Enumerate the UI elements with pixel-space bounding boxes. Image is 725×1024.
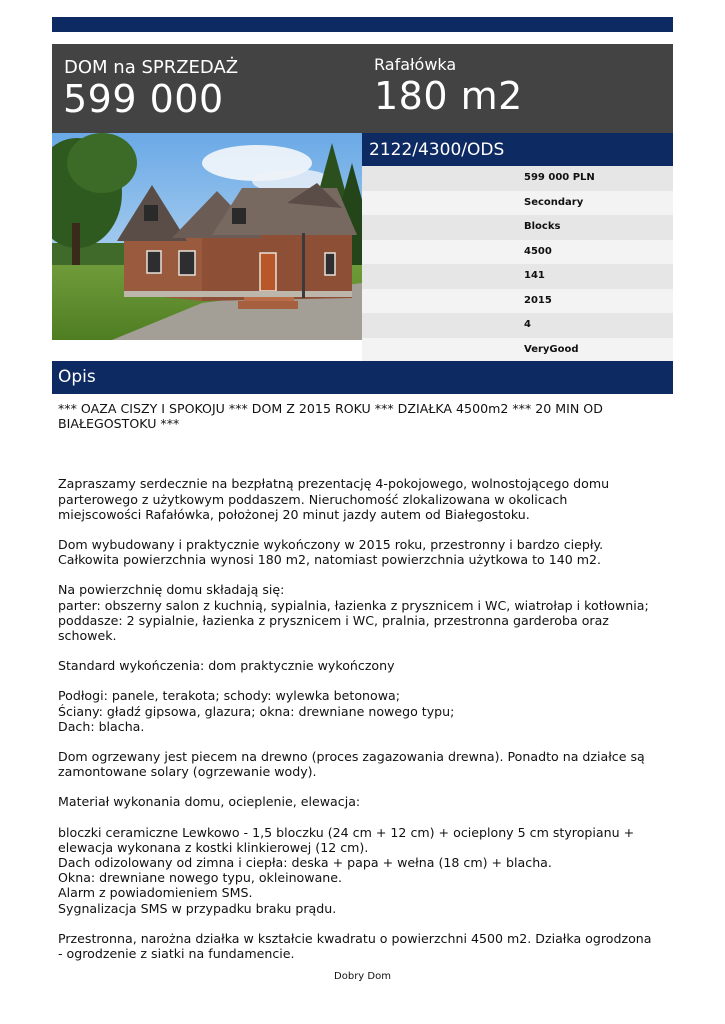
- description-text: [58, 401, 654, 961]
- listing-area: 180 m2: [374, 74, 523, 118]
- description-paragraph: Standard wykończenia: dom praktycznie wykończony: [58, 658, 395, 674]
- detail-market: Secondary: [362, 191, 673, 216]
- description-paragraph: Przestronna, narożna działka w kształcie kwadratu o powierzchni 4500 m2. Działka ogrodzona - ogrodzenie z siatki na fundamencie.: [58, 930, 652, 962]
- description-paragraph: Dom wybudowany i praktycznie wykończony w 2015 roku, przestronny i bardzo ciepły. Całkowita powierzchnia wynosi 180 m2, natomiast powierzchnia użytkowa to 140 m2.: [58, 537, 604, 568]
- description-paragraph: Podłogi: panele, terakota; schody: wylewka betonowa; Ściany: gładź gipsowa, glazura; okna: drewniane nowego typu; Dach: blacha.: [58, 688, 455, 734]
- description-section-bar: [52, 361, 673, 394]
- listing-type: DOM na SPRZEDAŻ: [64, 57, 239, 78]
- detail-build-year: 2015: [362, 289, 673, 314]
- details-list: [362, 166, 673, 362]
- detail-price: 599 000 PLN: [362, 166, 673, 191]
- detail-condition: VeryGood: [362, 338, 673, 363]
- description-paragraph: Na powierzchnię domu składają się: parter: obszerny salon z kuchnią, sypialnia, łazienka z prysznicem i WC, wiatrołap i kotłownia; poddasze: 2 sypialnie, łazienka z prysznicem i WC, pralnia, przestronna garderoba oraz schowek.: [58, 582, 649, 644]
- top-accent-bar: [52, 17, 673, 32]
- detail-building-type: Blocks: [362, 215, 673, 240]
- description-paragraph: Zapraszamy serdecznie na bezpłatną prezentację 4-pokojowego, wolnostojącego domu parterowego z użytkowym poddaszem. Nieruchomość zlokalizowana w okolicach miejscowości Rafałówka, położonej 20 minut jazdy autem od Białegostoku.: [58, 476, 610, 522]
- description-paragraph: bloczki ceramiczne Lewkowo - 1,5 bloczku (24 cm + 12 cm) + ocieplony 5 cm styropianu + elewacja wykonana z kostki klinkierowej (12 cm). Dach odizolowany od zimna i ciepła: deska + papa + wełna (18 cm) + blacha. Okna: drewniane nowego typu, okleinowane. Alarm z powiadomieniem SMS. Sygnalizacja SMS w przypadku braku prądu.: [58, 824, 635, 916]
- description-paragraph: Dom ogrzewany jest piecem na drewno (proces zagazowania drewna). Ponadto na działce są zamontowane solary (ogrzewanie wody).: [58, 749, 645, 780]
- reference-bar: [362, 133, 673, 166]
- detail-usable-area: 141: [362, 264, 673, 289]
- listing-city: Rafałówka: [374, 55, 457, 74]
- listing-reference: 2122/4300/ODS: [369, 140, 505, 160]
- property-photo: [52, 133, 362, 340]
- description-paragraph: Materiał wykonania domu, ocieplenie, elewacja:: [58, 794, 361, 810]
- detail-plot-area: 4500: [362, 240, 673, 265]
- description-paragraph: *** OAZA CISZY I SPOKOJU *** DOM Z 2015 ROKU *** DZIAŁKA 4500m2 *** 20 MIN OD BIAŁEGOSTOKU ***: [58, 401, 603, 432]
- listing-price: 599 000: [63, 77, 224, 121]
- section-title: Opis: [58, 367, 96, 387]
- listing-header: [52, 44, 673, 133]
- footer-agency: Dobry Dom: [334, 971, 391, 982]
- detail-rooms: 4: [362, 313, 673, 338]
